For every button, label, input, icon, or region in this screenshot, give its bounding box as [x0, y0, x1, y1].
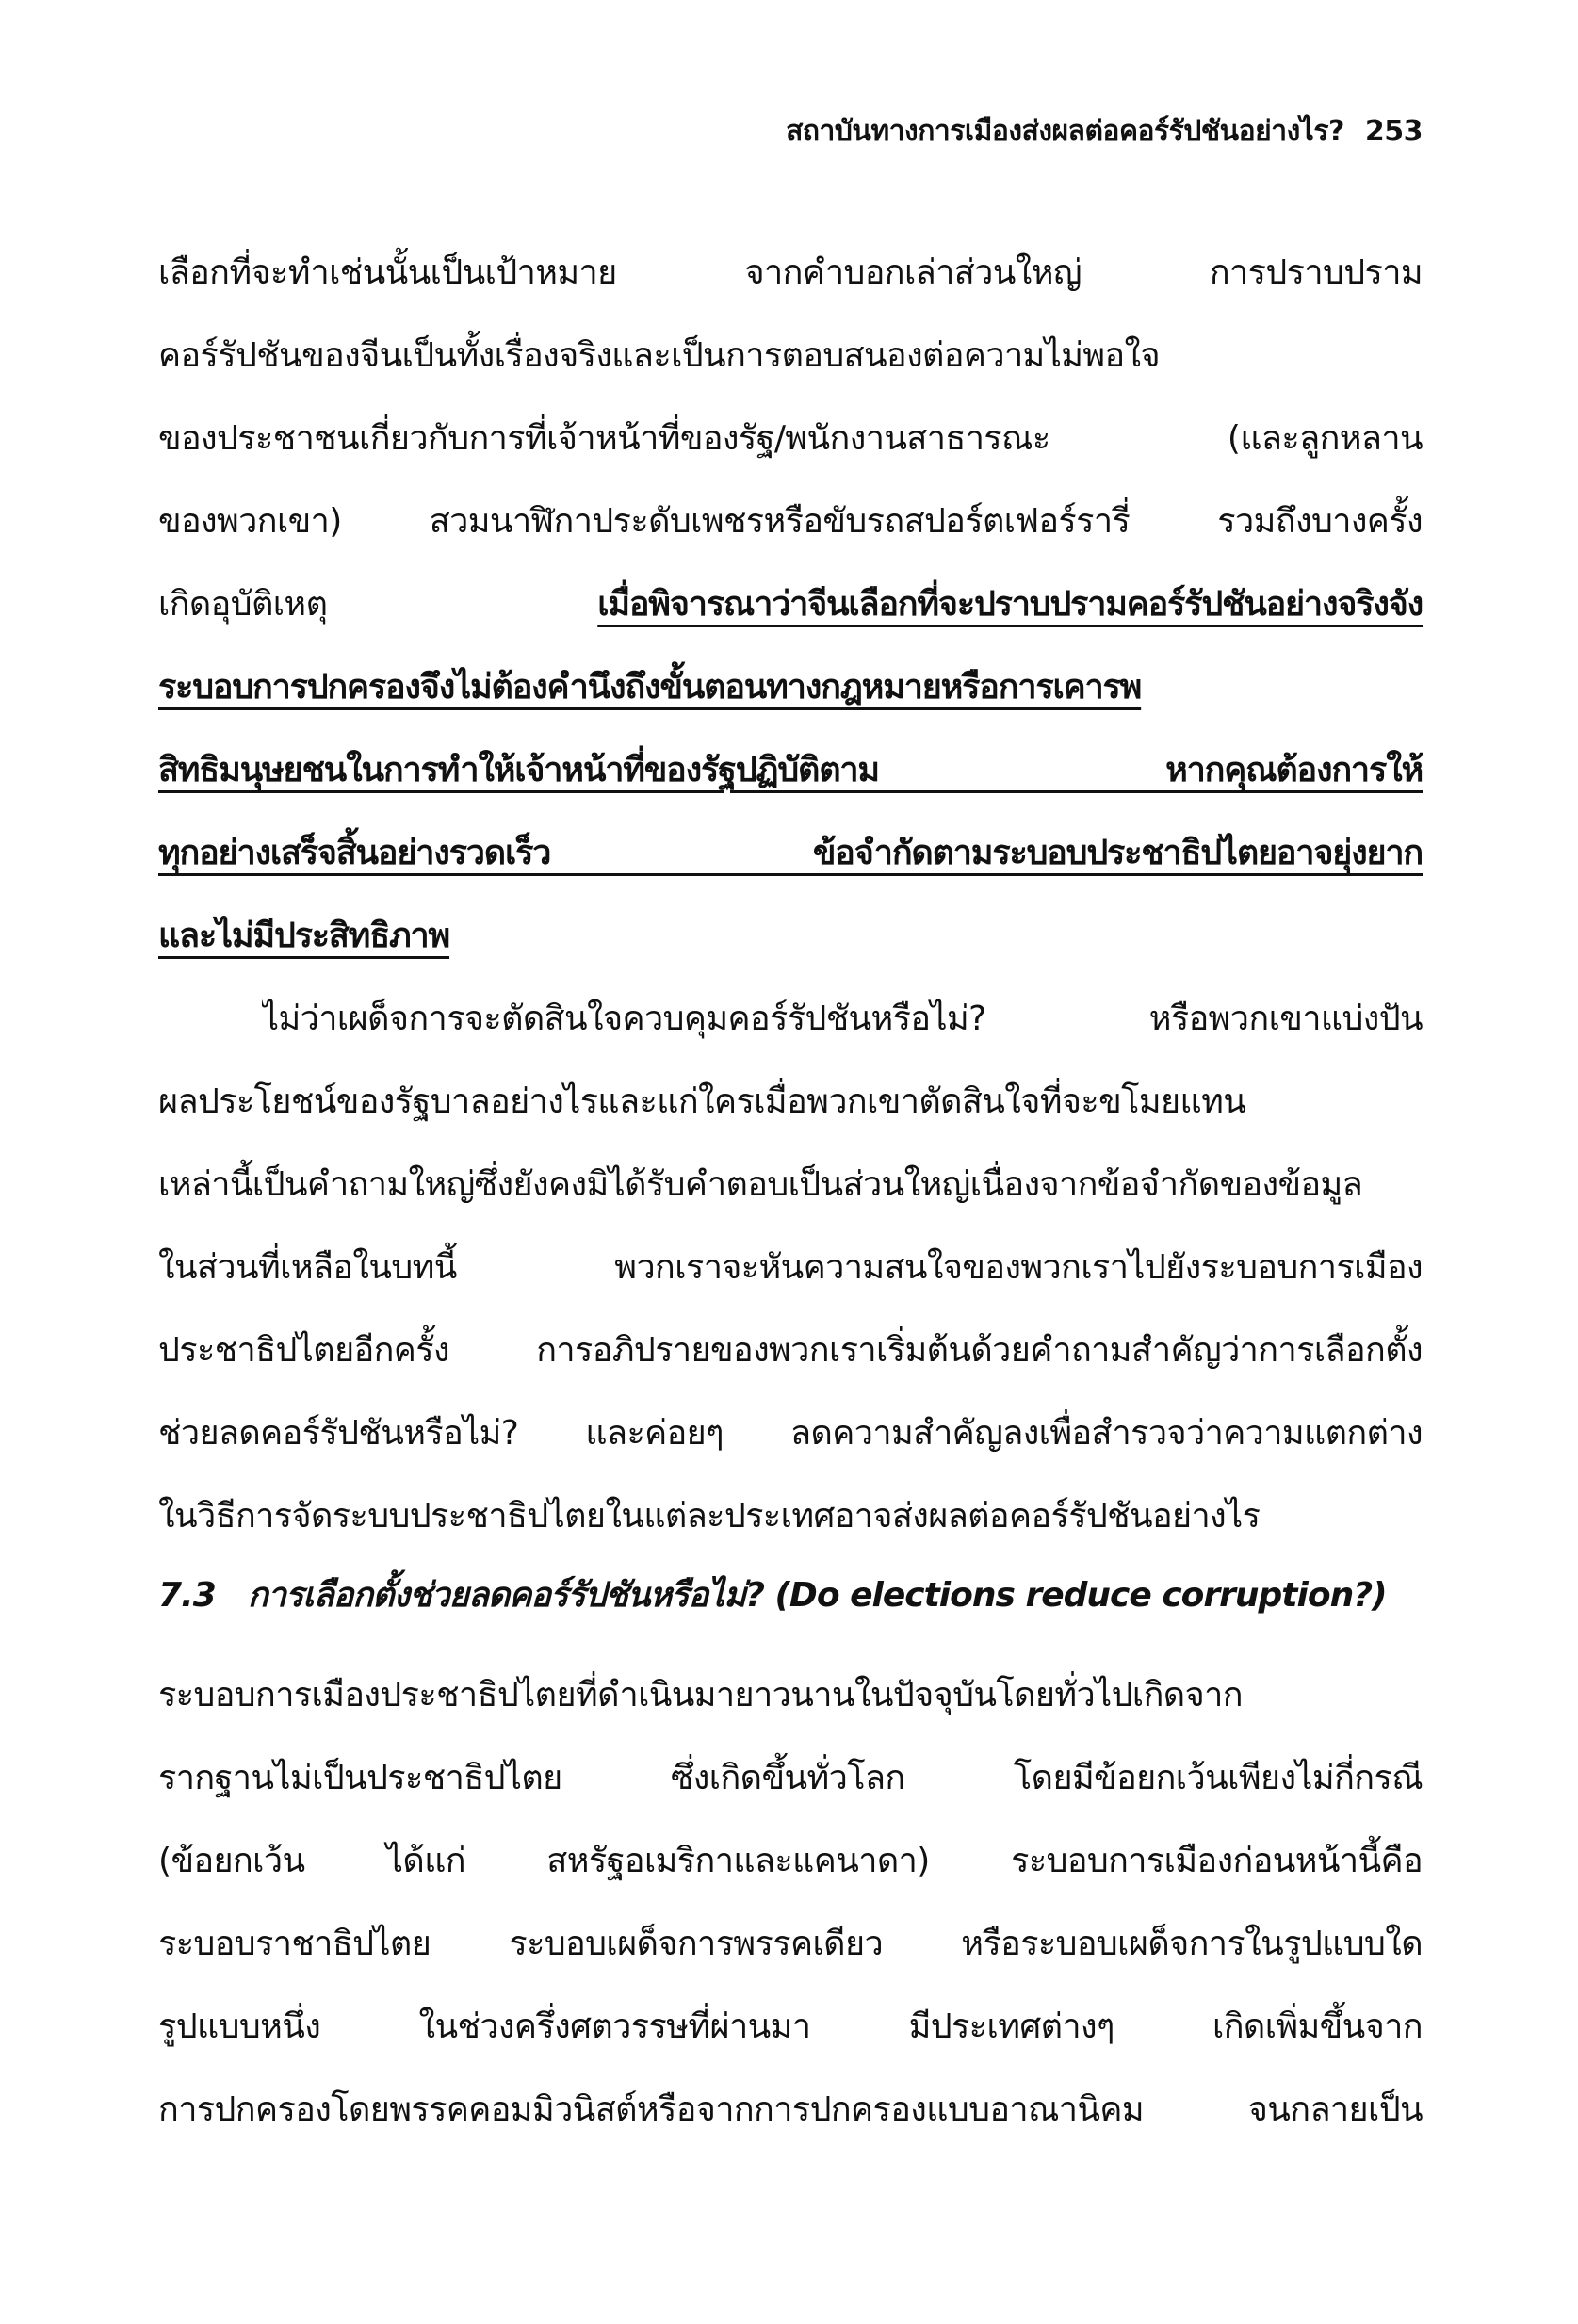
body-line: เลือกที่จะทำเช่นนั้นเป็นเป้าหมาย จากคำบอกเล่าส่วนใหญ่ การปราบปราม	[158, 253, 1423, 292]
emphasized-text: เมื่อพิจารณาว่าจีนเลือกที่จะปราบปรามคอร์รัปชันอย่างจริงจัง	[597, 585, 1423, 624]
body-line: รากฐานไม่เป็นประชาธิปไตย ซึ่งเกิดขึ้นทั่วโลก โดยมีข้อยกเว้นเพียงไม่กี่กรณี	[158, 1759, 1423, 1797]
body-line: รูปแบบหนึ่ง ในช่วงครึ่งศตวรรษที่ผ่านมา มีประเทศต่างๆ เกิดเพิ่มขึ้นจาก	[158, 2007, 1423, 2046]
page-number: 253	[1364, 115, 1423, 148]
section-title: การเลือกตั้งช่วยลดคอร์รัปชันหรือไม่? (Do elections reduce corruption?)	[248, 1576, 1387, 1615]
body-line: เหล่านี้เป็นคำถามใหญ่ซึ่งยังคงมิได้รับคำตอบเป็นส่วนใหญ่เนื่องจากข้อจำกัดของข้อมูล	[158, 1165, 1363, 1204]
section-heading	[158, 1556, 1423, 1635]
emphasized-line: ระบอบการปกครองจึงไม่ต้องคำนึงถึงขั้นตอนทางกฎหมายหรือการเคารพ	[158, 668, 1142, 707]
body-line: ระบอบการเมืองประชาธิปไตยที่ดำเนินมายาวนานในปัจจุบันโดยทั่วไปเกิดจาก	[158, 1676, 1243, 1715]
body-line: คอร์รัปชันของจีนเป็นทั้งเรื่องจริงและเป็นการตอบสนองต่อความไม่พอใจ	[158, 336, 1160, 375]
body-line: ระบอบราชาธิปไตย ระบอบเผด็จการพรรคเดียว หรือระบอบเผด็จการในรูปแบบใด	[158, 1925, 1423, 1963]
body-line: ของประชาชนเกี่ยวกับการที่เจ้าหน้าที่ของรัฐ/พนักงานสาธารณะ (และลูกหลาน	[158, 419, 1423, 458]
body-line: ในวิธีการจัดระบบประชาธิปไตยในแต่ละประเทศอาจส่งผลต่อคอร์รัปชันอย่างไร	[158, 1497, 1261, 1536]
body-line: ของพวกเขา) สวมนาฬิกาประดับเพชรหรือขับรถสปอร์ตเฟอร์รารี่ รวมถึงบางครั้ง	[158, 502, 1423, 541]
chapter-title: สถาบันทางการเมืองส่งผลต่อคอร์รัปชันอย่างไร?	[786, 115, 1344, 148]
emphasized-line: สิทธิมนุษยชนในการทำให้เจ้าหน้าที่ของรัฐปฏิบัติตาม หากคุณต้องการให้	[158, 751, 1423, 789]
body-line: ไม่ว่าเผด็จการจะตัดสินใจควบคุมคอร์รัปชันหรือไม่? หรือพวกเขาแบ่งปัน	[262, 999, 1423, 1038]
body-line: ผลประโยชน์ของรัฐบาลอย่างไรและแก่ใครเมื่อพวกเขาตัดสินใจที่จะขโมยแทน	[158, 1082, 1246, 1121]
body-line: ประชาธิปไตยอีกครั้ง การอภิปรายของพวกเราเริ่มต้นด้วยคำถามสำคัญว่าการเลือกตั้ง	[158, 1331, 1423, 1370]
body-line-mixed	[158, 563, 1423, 646]
running-header	[158, 111, 1423, 153]
body-line: ในส่วนที่เหลือในบทนี้ พวกเราจะหันความสนใจของพวกเราไปยังระบอบการเมือง	[158, 1248, 1423, 1287]
body-line: (ข้อยกเว้น ได้แก่ สหรัฐอเมริกาและแคนาดา) ระบอบการเมืองก่อนหน้านี้คือ	[158, 1842, 1423, 1880]
emphasized-line: ทุกอย่างเสร็จสิ้นอย่างรวดเร็ว ข้อจำกัดตามระบอบประชาธิปไตยอาจยุ่งยาก	[158, 834, 1423, 872]
body-line: ช่วยลดคอร์รัปชันหรือไม่? และค่อยๆ ลดความสำคัญลงเพื่อสำรวจว่าความแตกต่าง	[158, 1414, 1423, 1453]
section-number: 7.3	[158, 1576, 216, 1615]
emphasized-line: และไม่มีประสิทธิภาพ	[158, 917, 450, 955]
body-text: เกิดอุบัติเหตุ	[158, 585, 598, 624]
body-line: การปกครองโดยพรรคคอมมิวนิสต์หรือจากการปกครองแบบอาณานิคม จนกลายเป็น	[158, 2090, 1423, 2129]
